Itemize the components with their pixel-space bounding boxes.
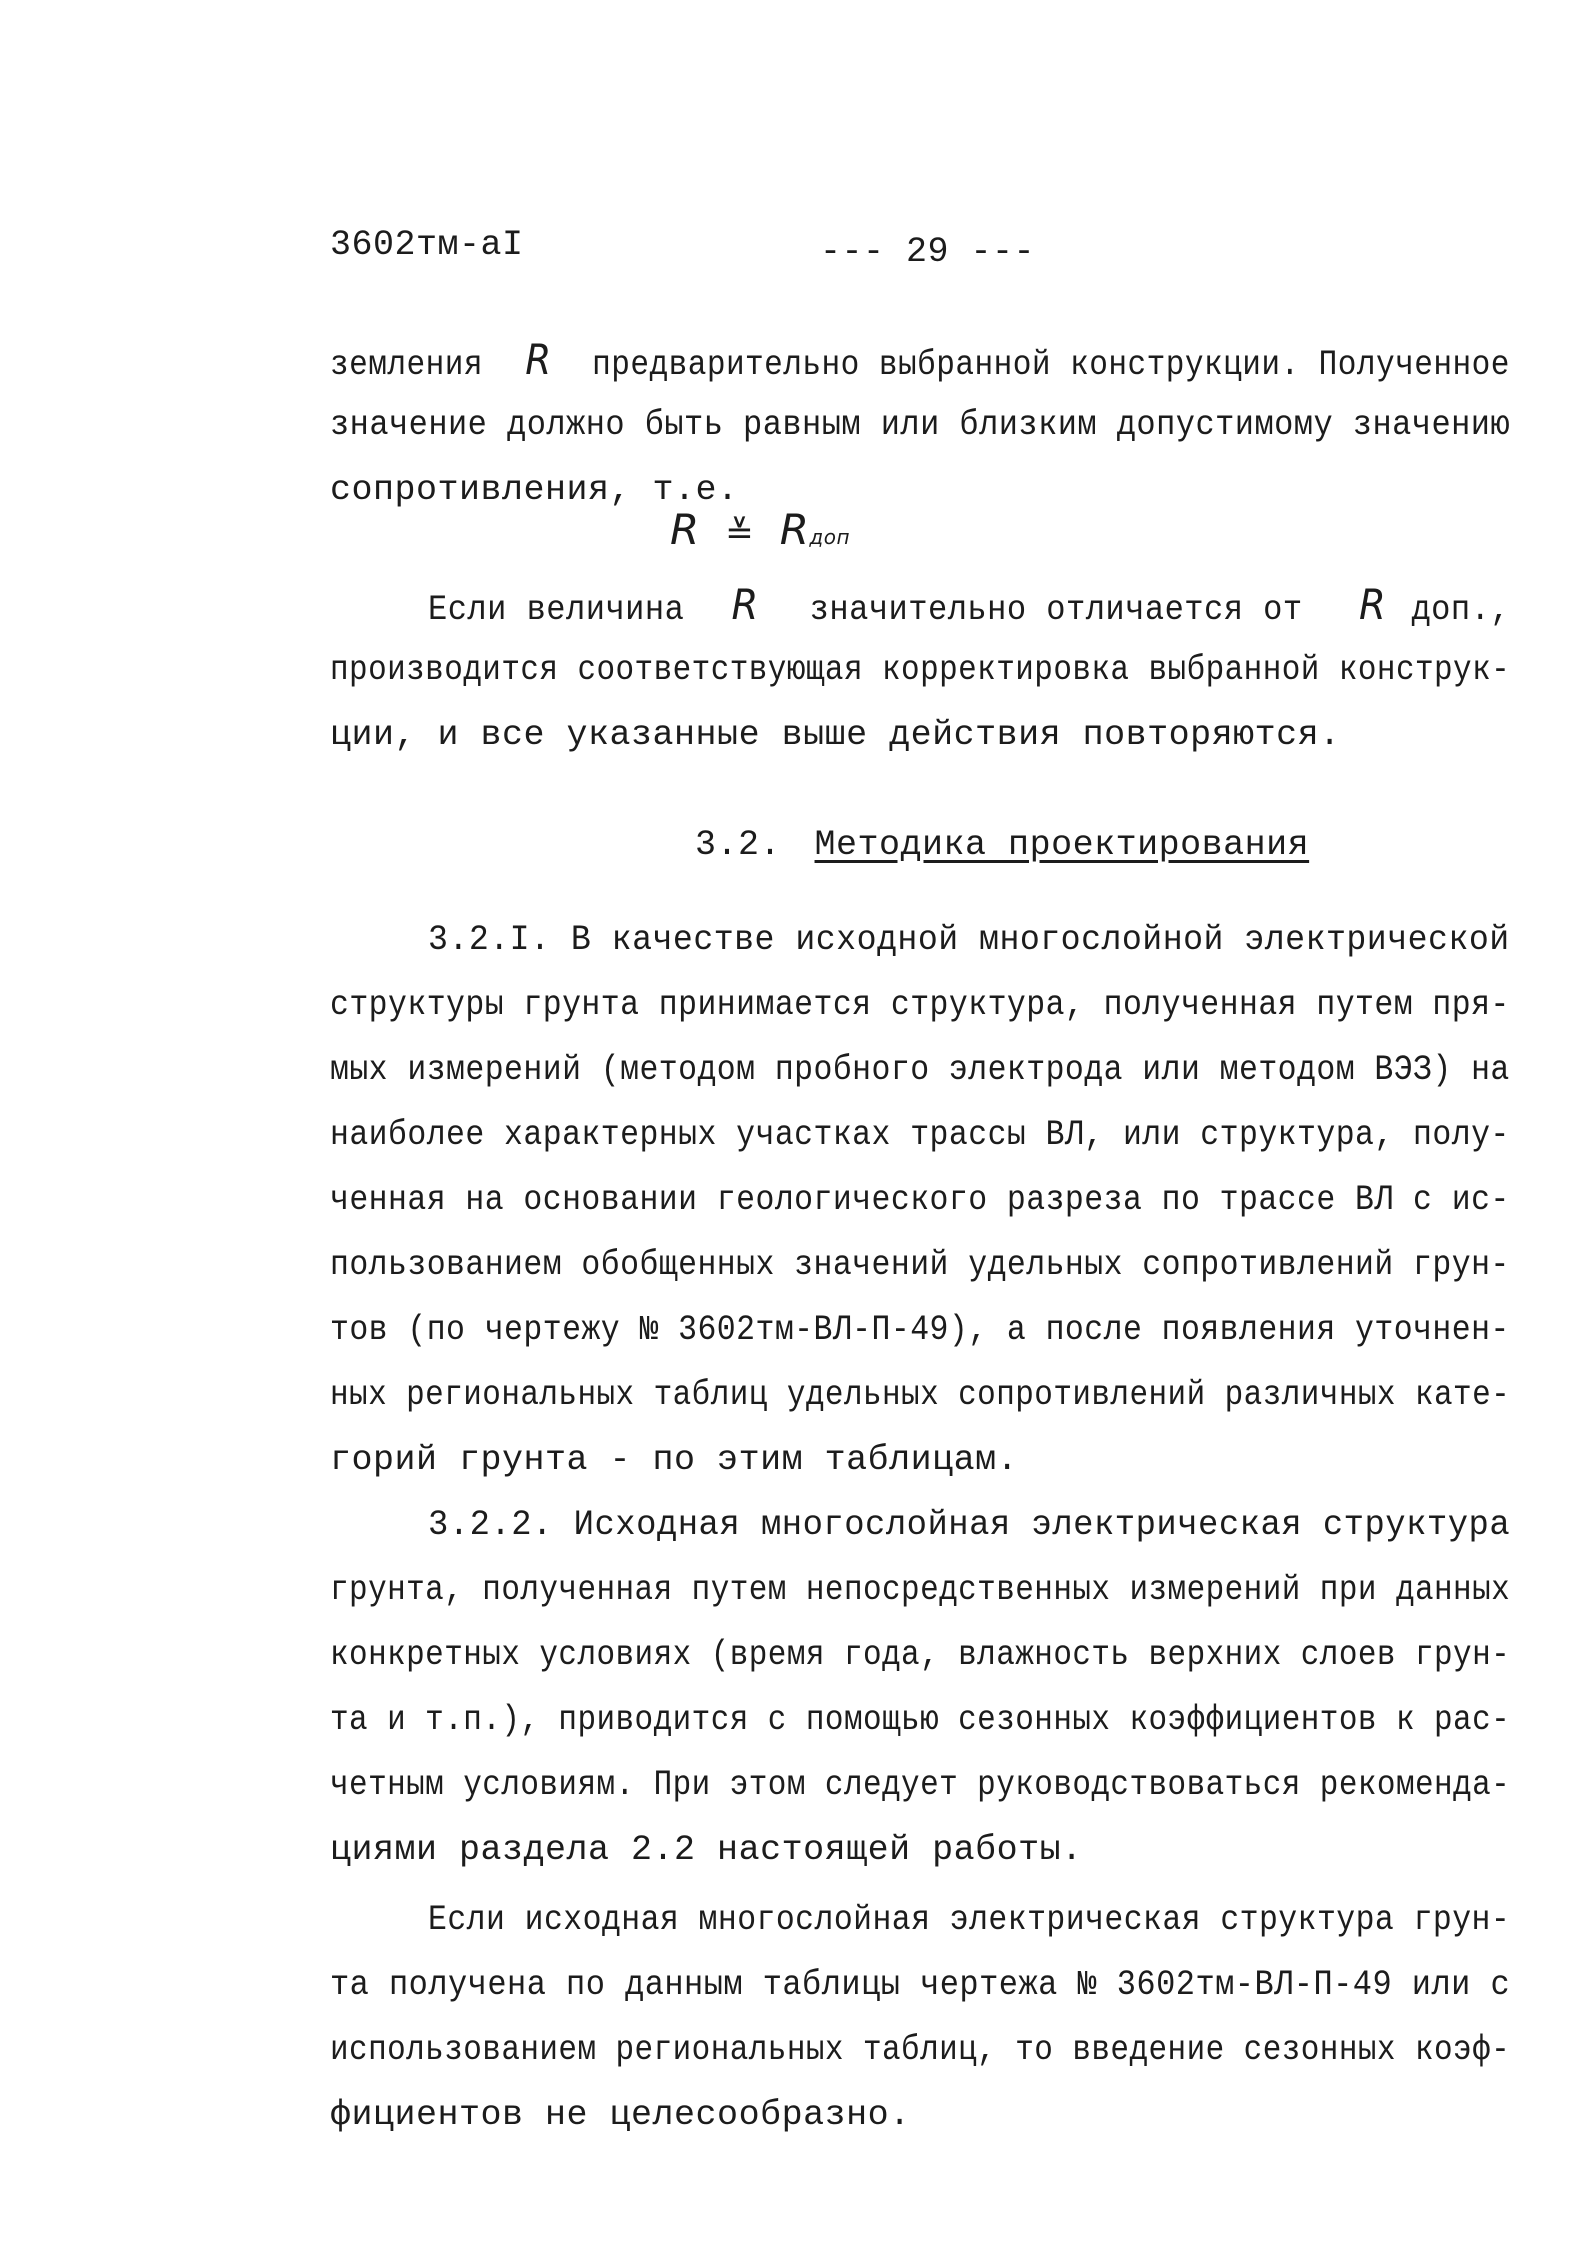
- para3-line: наиболее характерных участках трассы ВЛ, или структура, полу-: [330, 1115, 1510, 1155]
- resistance-symbol: R: [525, 335, 552, 384]
- para5-line: та получена по данным таблицы чертежа № 3602тм-ВЛ-П-49 или с: [330, 1965, 1511, 2005]
- para3-line: горий грунта - по этим таблицам.: [330, 1440, 1019, 1480]
- formula-lhs: R: [670, 505, 700, 554]
- para3-line: тов (по чертежу № 3602тм-ВЛ-П-49), а после появления уточнен-: [330, 1310, 1510, 1350]
- para2-line2: производится соответствующая корректировка выбранной конструк-: [330, 650, 1511, 690]
- para2-line1-end: доп.,: [1411, 590, 1511, 630]
- document-code: 3602тм-аI: [330, 225, 524, 265]
- section-title: Методика проектирования: [814, 825, 1310, 865]
- para1-line1-start: земления: [330, 345, 483, 385]
- para5-line: использованием региональных таблиц, то введение сезонных коэф-: [330, 2030, 1511, 2070]
- para4-line: та и т.п.), приводится с помощью сезонных коэффициентов к рас-: [330, 1700, 1511, 1740]
- section-heading: [695, 825, 1309, 865]
- para4-line: конкретных условиях (время года, влажность верхних слоев грун-: [330, 1635, 1511, 1675]
- para2-line1: [428, 580, 1511, 630]
- page-number: --- 29 ---: [820, 232, 1036, 272]
- section-number: 3.2.: [695, 825, 782, 865]
- para1-line1: [330, 335, 1510, 385]
- para3-line: 3.2.I. В качестве исходной многослойной электрической: [428, 920, 1510, 960]
- resistance-symbol-2: R: [731, 580, 759, 629]
- para3-line: пользованием обобщенных значений удельных сопротивлений грун-: [330, 1245, 1510, 1285]
- para2-line1-start: Если величина: [428, 590, 685, 630]
- para3-line: структуры грунта принимается структура, полученная путем пря-: [330, 985, 1510, 1025]
- para4-line: грунта, полученная путем непосредственных измерений при данных: [330, 1570, 1511, 1610]
- formula-relation: ≚: [725, 513, 755, 553]
- formula: [670, 505, 851, 566]
- para5-line: Если исходная многослойная электрическая структура грун-: [428, 1900, 1511, 1940]
- para3-line: ченная на основании геологического разреза по трассе ВЛ с ис-: [330, 1180, 1510, 1220]
- para4-line: четным условиям. При этом следует руководствоваться рекоменда-: [330, 1765, 1511, 1805]
- para5-line: фициентов не целесообразно.: [330, 2095, 911, 2135]
- para4-line: 3.2.2. Исходная многослойная электрическая структура: [428, 1505, 1511, 1545]
- para1-line1-end: предварительно выбранной конструкции. Полученное: [592, 345, 1510, 385]
- para1-line3: сопротивления, т.е.: [330, 470, 739, 510]
- resistance-symbol-3: R: [1358, 580, 1387, 629]
- para1-line2: значение должно быть равным или близким допустимому значению: [330, 405, 1511, 445]
- para2-line3: ции, и все указанные выше действия повторяются.: [330, 715, 1341, 755]
- para4-line: циями раздела 2.2 настоящей работы.: [330, 1830, 1083, 1870]
- para3-line: мых измерений (методом пробного электрода или методом ВЭЗ) на: [330, 1050, 1510, 1090]
- para2-line1-mid: значительно отличается от: [809, 590, 1303, 630]
- formula-rhs-subscript: доп: [809, 525, 851, 549]
- para3-line: ных региональных таблиц удельных сопротивлений различных кате-: [330, 1375, 1511, 1415]
- formula-rhs: R: [779, 505, 810, 554]
